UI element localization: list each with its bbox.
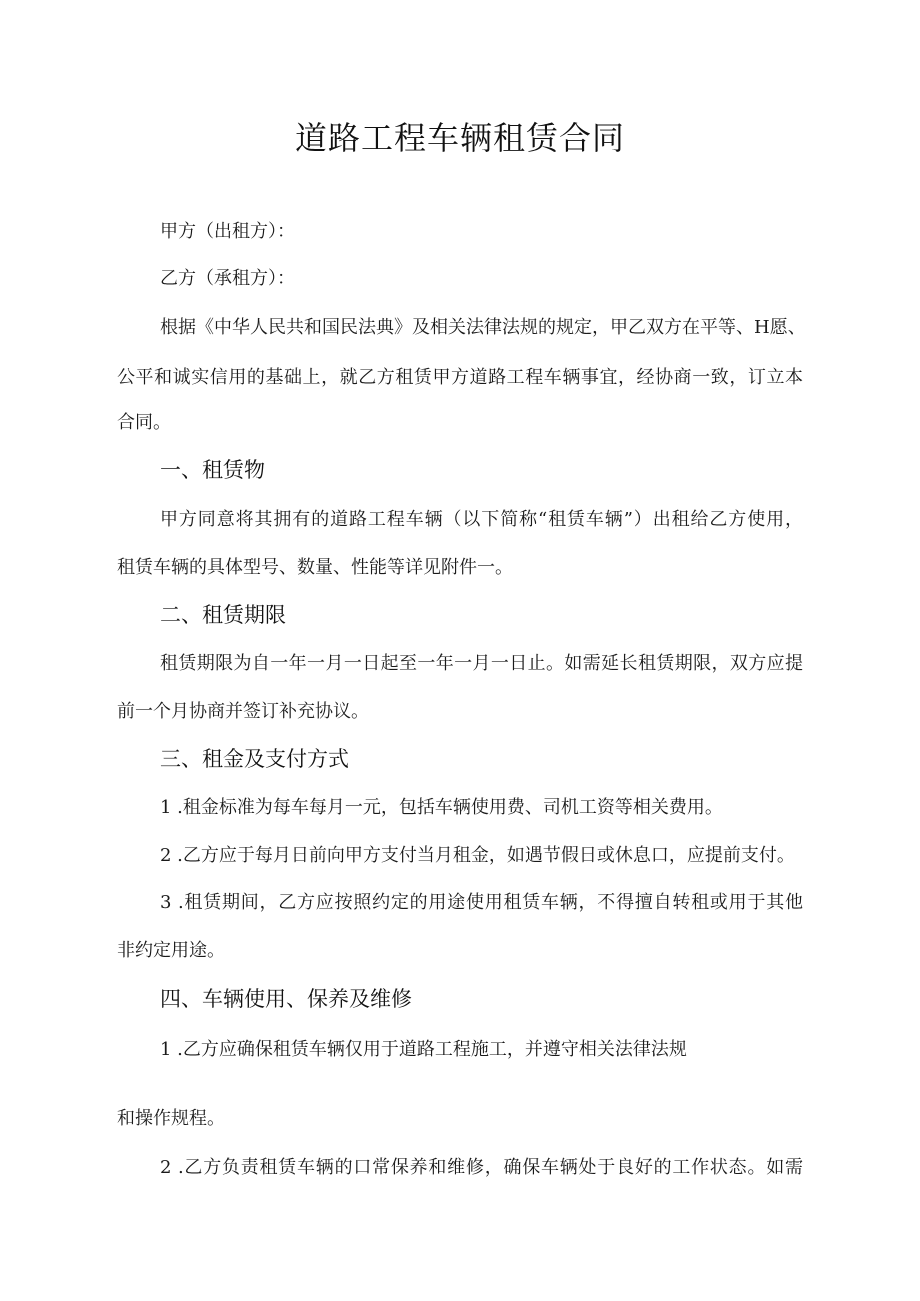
- section-2-line-1: 租赁期限为自一年一月一日起至一年一月一日止。如需延长租赁期限，双方应提: [160, 653, 803, 674]
- section-4-item-2: 2 .乙方负责租赁车辆的口常保养和维修，确保车辆处于良好的工作状态。如需: [160, 1157, 803, 1178]
- section-4-item-1-cont: 和操作规程。: [117, 1108, 225, 1129]
- party-b-label: 乙方（承租方）：: [160, 268, 295, 289]
- section-3-item-3: 3 .租赁期间，乙方应按照约定的用途使用租赁车辆，不得擅自转租或用于其他: [160, 892, 803, 913]
- section-1-line-2: 租赁车辆的具体型号、数量、性能等详见附件一。: [117, 557, 513, 578]
- preamble-line-3: 合同。: [117, 412, 171, 433]
- section-heading-rent-payment: 三、租金及支付方式: [160, 747, 349, 771]
- preamble-line-1: 根据《中华人民共和国民法典》及相关法律法规的规定，甲乙双方在平等、H愿、: [160, 317, 806, 338]
- section-1-line-1: 甲方同意将其拥有的道路工程车辆（以下简称“租赁车辆”）出租给乙方使用，: [160, 509, 803, 530]
- section-heading-vehicle-use: 四、车辆使用、保养及维修: [160, 987, 412, 1011]
- section-heading-rental-object: 一、租赁物: [160, 458, 265, 482]
- section-3-item-1: 1 .租金标准为每车每月一元，包括车辆使用费、司机工资等相关费用。: [160, 797, 723, 818]
- section-3-item-2: 2 .乙方应于每月日前向甲方支付当月租金，如遇节假日或休息口，应提前支付。: [160, 845, 795, 866]
- section-2-line-2: 前一个月协商并签订补充协议。: [117, 701, 369, 722]
- section-3-item-3-cont: 非约定用途。: [117, 940, 225, 961]
- section-heading-rental-term: 二、租赁期限: [160, 603, 286, 627]
- preamble-line-2: 公平和诚实信用的基础上，就乙方租赁甲方道路工程车辆事宜，经协商一致，订立本: [117, 367, 803, 388]
- document-title: 道路工程车辆租赁合同: [294, 119, 625, 157]
- section-4-item-1: 1 .乙方应确保租赁车辆仅用于道路工程施工，并遵守相关法律法规: [160, 1039, 687, 1060]
- party-a-label: 甲方（出租方）：: [160, 221, 295, 242]
